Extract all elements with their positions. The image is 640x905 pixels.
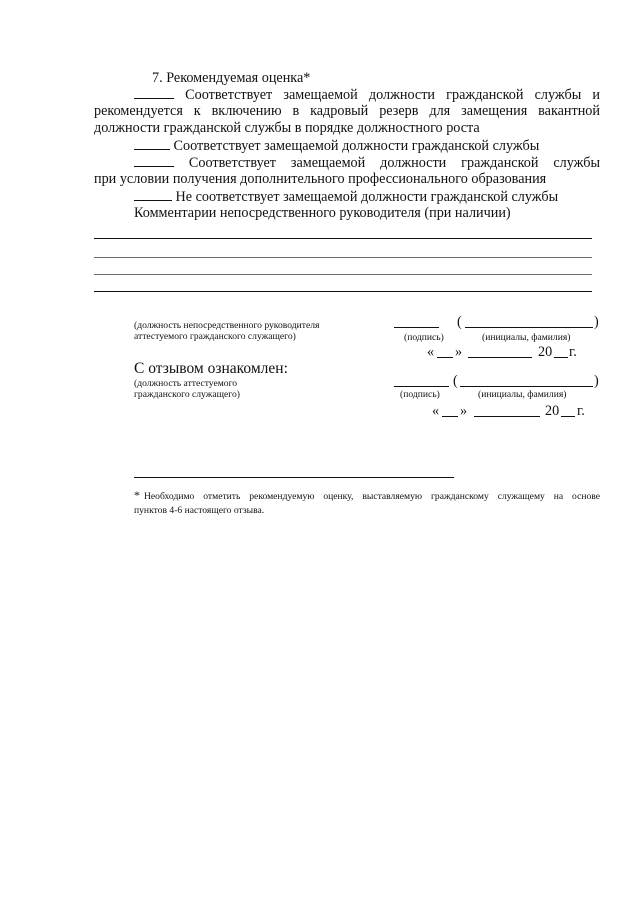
option-2-mark-blank[interactable] — [134, 137, 170, 150]
option-2-text: Соответствует замещаемой должности гражданской службы — [173, 138, 540, 154]
option-1-mark-blank[interactable] — [134, 86, 174, 99]
employee-name-close-paren: ) — [594, 373, 599, 389]
comment-line-4[interactable] — [94, 291, 592, 292]
employee-date-open-quote: « — [432, 403, 440, 419]
employee-name-open-paren: ( — [453, 373, 458, 389]
employee-position-caption-1: (должность аттестуемого — [134, 378, 238, 389]
section-heading: 7. Рекомендуемая оценка* — [152, 70, 311, 86]
supervisor-date-year-line[interactable] — [554, 357, 568, 358]
employee-date-day-line[interactable] — [442, 416, 458, 417]
supervisor-position-caption-1: (должность непосредственного руководителя — [134, 320, 320, 331]
employee-name-line[interactable] — [460, 386, 593, 387]
employee-signature-line[interactable] — [394, 386, 449, 387]
comment-line-3[interactable] — [94, 274, 592, 275]
supervisor-date-close-quote: » — [455, 344, 463, 360]
option-3-mark-blank[interactable] — [134, 154, 174, 167]
acknowledgement-title: С отзывом ознакомлен: — [134, 360, 288, 377]
supervisor-position-caption-2: аттестуемого гражданского служащего) — [134, 331, 296, 342]
option-4-line — [134, 188, 558, 206]
comment-line-2[interactable] — [94, 257, 592, 258]
option-1-text: Соответствует замещаемой должности гражданской службы и — [185, 87, 601, 103]
option-1-third-line: должности гражданской службы в порядке должностного роста — [94, 120, 480, 136]
supervisor-date-year-prefix: 20 — [538, 344, 553, 360]
supervisor-signature-caption: (подпись) — [404, 332, 444, 343]
employee-date-suffix: г. — [577, 403, 585, 419]
option-4-mark-blank[interactable] — [134, 188, 172, 201]
option-3-second-line: при условии получения дополнительного профессионального образования — [94, 171, 547, 187]
employee-date-month-line[interactable] — [474, 416, 540, 417]
employee-date-year-prefix: 20 — [545, 403, 560, 419]
footnote-marker: * — [134, 488, 140, 502]
supervisor-date-day-line[interactable] — [437, 357, 453, 358]
employee-name-caption: (инициалы, фамилия) — [478, 389, 567, 400]
employee-date-year-line[interactable] — [561, 416, 575, 417]
employee-position-caption-2: гражданского служащего) — [134, 389, 240, 400]
footnote-line-1: Необходимо отметить рекомендуемую оценку, выставляемую гражданскому служащему на основе — [144, 491, 600, 502]
footnote-separator — [134, 477, 454, 478]
option-2-line — [134, 137, 539, 155]
supervisor-name-line[interactable] — [465, 327, 593, 328]
option-3-first-line — [134, 154, 600, 172]
supervisor-signature-line[interactable] — [394, 327, 439, 328]
employee-signature-caption: (подпись) — [400, 389, 440, 400]
option-4-text: Не соответствует замещаемой должности гражданской службы — [175, 189, 559, 205]
supervisor-name-caption: (инициалы, фамилия) — [482, 332, 571, 343]
supervisor-name-open-paren: ( — [457, 314, 462, 330]
supervisor-date-suffix: г. — [569, 344, 577, 360]
supervisor-date-month-line[interactable] — [468, 357, 532, 358]
option-3-text: Соответствует замещаемой должности гражданской службы — [188, 155, 600, 171]
comment-line-1[interactable] — [94, 238, 592, 239]
option-1-first-line — [134, 86, 600, 104]
option-1-second-line: рекомендуется к включению в кадровый резерв для замещения вакантной — [94, 103, 600, 119]
footnote-line-2: пунктов 4-6 настоящего отзыва. — [134, 505, 265, 516]
supervisor-name-close-paren: ) — [594, 314, 599, 330]
employee-date-close-quote: » — [460, 403, 468, 419]
supervisor-date-open-quote: « — [427, 344, 435, 360]
comments-label: Комментарии непосредственного руководителя (при наличии) — [134, 205, 511, 221]
